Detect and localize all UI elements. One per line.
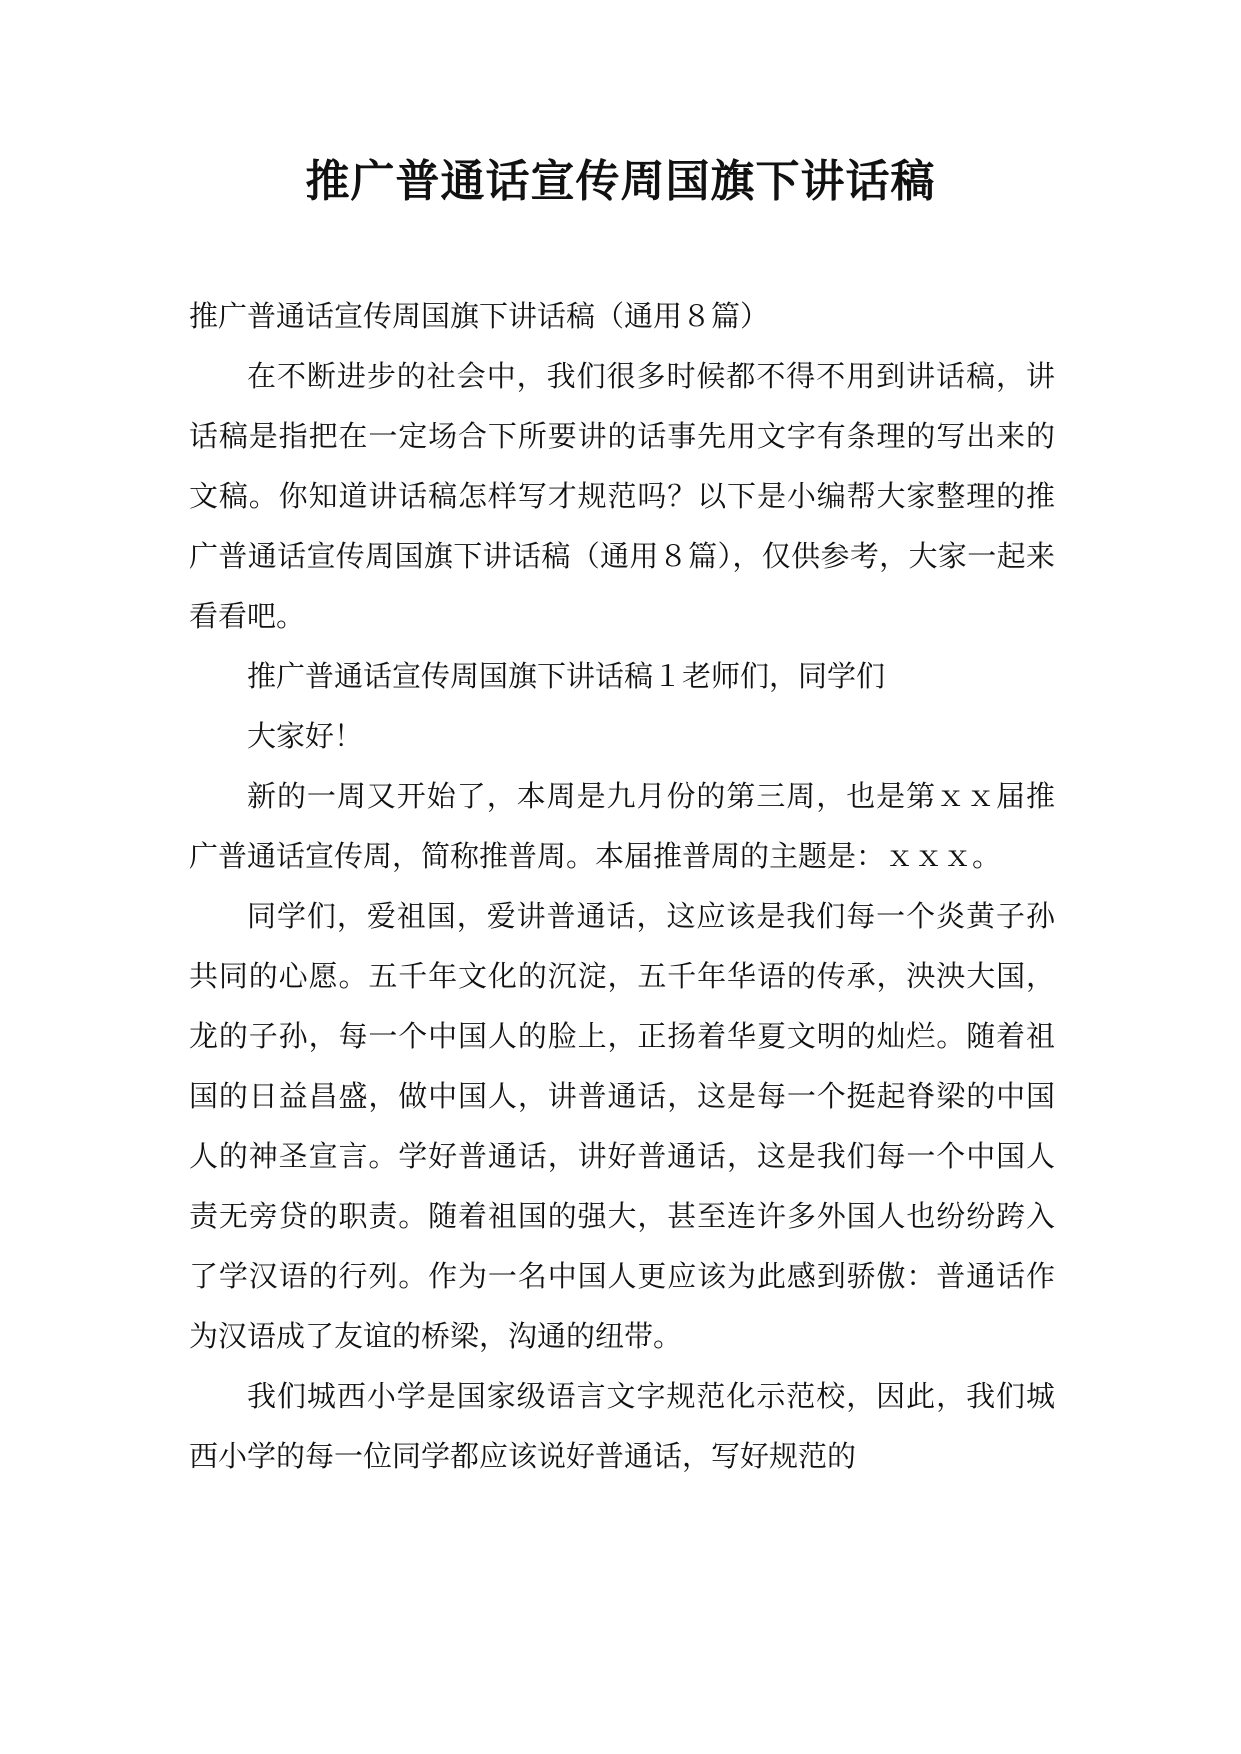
- paragraph-intro: 在不断进步的社会中，我们很多时候都不得不用到讲话稿，讲话稿是指把在一定场合下所要讲的话事先用文字有条理的写出来的文稿。你知道讲话稿怎样写才规范吗？以下是小编帮大家整理的推广普通话宣传周国旗下讲话稿（通用８篇），仅供参考，大家一起来看看吧。: [189, 359, 1055, 633]
- document-title: 推广普通话宣传周国旗下讲话稿: [305, 156, 936, 207]
- paragraph-week-theme: 新的一周又开始了，本周是九月份的第三周，也是第ｘｘ届推广普通话宣传周，简称推普周。本届推普周的主题是：ｘｘｘ。: [189, 779, 1055, 873]
- document-subtitle: 推广普通话宣传周国旗下讲话稿（通用８篇）: [189, 299, 770, 333]
- paragraph-patriotism: 同学们，爱祖国，爱讲普通话，这应该是我们每一个炎黄子孙共同的心愿。五千年文化的沉淀，五千年华语的传承，泱泱大国，龙的子孙，每一个中国人的脸上，正扬着华夏文明的灿烂。随着祖国的日益昌盛，做中国人，讲普通话，这是每一个挺起脊梁的中国人的神圣宣言。学好普通话，讲好普通话，这是我们每一个中国人责无旁贷的职责。随着祖国的强大，甚至连许多外国人也纷纷跨入了学汉语的行列。作为一名中国人更应该为此感到骄傲：普通话作为汉语成了友谊的桥梁，沟通的纽带。: [189, 899, 1055, 1353]
- paragraph-speech-heading: 推广普通话宣传周国旗下讲话稿１老师们，同学们: [247, 659, 886, 693]
- document-body: [189, 286, 1055, 1486]
- paragraph-greeting: 大家好！: [247, 719, 364, 753]
- paragraph-school: 我们城西小学是国家级语言文字规范化示范校，因此，我们城西小学的每一位同学都应该说好普通话，写好规范的: [189, 1379, 1055, 1473]
